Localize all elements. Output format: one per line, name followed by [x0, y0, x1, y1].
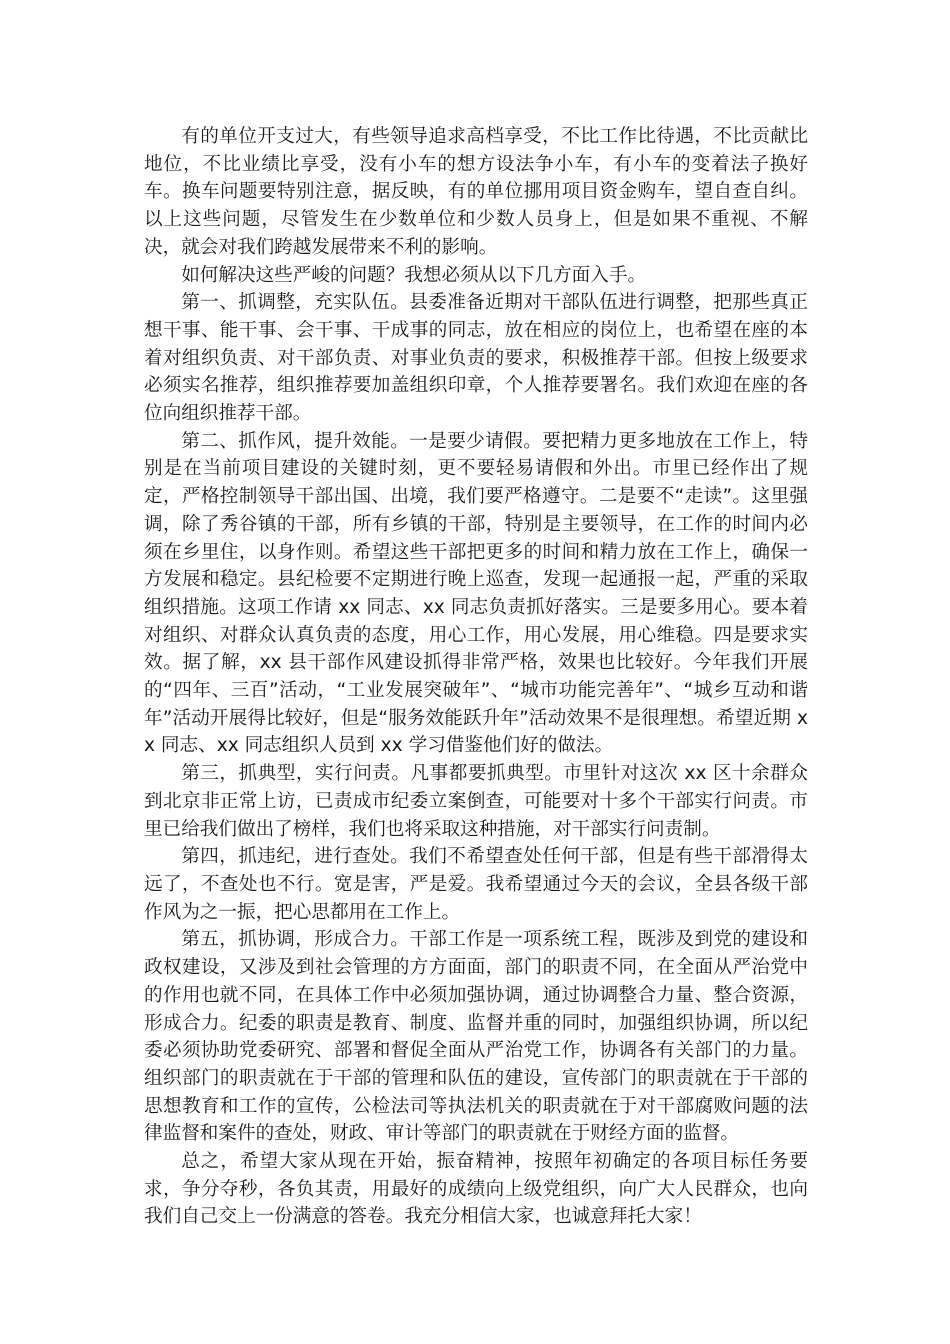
paragraph-question: 如何解决这些严峻的问题？我想必须从以下几方面入手。	[181, 264, 647, 286]
document-page	[144, 123, 808, 1231]
paragraph-fourth-discipline: 第四，抓违纪，进行查处。我们不希望查处任何干部，但是有些干部滑得太远了，不查处也不行。宽是害，严是爱。我希望通过今天的会议，全县各级干部作风为之一振，把心思都用在工作上。	[144, 846, 808, 923]
paragraph-spending: 有的单位开支过大，有些领导追求高档享受，不比工作比待遇，不比贡献比地位，不比业绩比享受，没有小车的想方设法争小车，有小车的变着法子换好车。换车问题要特别注意，据反映，有的单位挪用项目资金购车，望自查自纠。以上这些问题，尽管发生在少数单位和少数人员身上，但是如果不重视、不解决，就会对我们跨越发展带来不利的影响。	[144, 126, 808, 258]
paragraph-fifth-coordination: 第五，抓协调，形成合力。干部工作是一项系统工程，既涉及到党的建设和政权建设，又涉及到社会管理的方方面面，部门的职责不同，在全面从严治党中的作用也就不同，在具体工作中必须加强协调，通过协调整合力量、整合资源，形成合力。纪委的职责是教育、制度、监督并重的同时，加强组织协调，所以纪委必须协助党委研究、部署和督促全面从严治党工作，协调各有关部门的力量。组织部门的职责就在于干部的管理和队伍的建设，宣传部门的职责就在于干部的思想教育和工作的宣传，公检法司等执法机关的职责就在于对干部腐败问题的法律监督和案件的查处，财政、审计等部门的职责就在于财经方面的监督。	[144, 929, 808, 1145]
paragraph-first-adjustment: 第一、抓调整，充实队伍。县委准备近期对干部队伍进行调整，把那些真正想干事、能干事、会干事、干成事的同志，放在相应的岗位上，也希望在座的本着对组织负责、对干部负责、对事业负责的要求，积极推荐干部。但按上级要求必须实名推荐，组织推荐要加盖组织印章，个人推荐要署名。我们欢迎在座的各位向组织推荐干部。	[144, 292, 808, 425]
paragraph-third-accountability: 第三，抓典型，实行问责。凡事都要抓典型。市里针对这次 xx 区十余群众到北京非正常上访，已责成市纪委立案倒查，可能要对十多个干部实行问责。市里已给我们做出了榜样，我们也将采取这种措施，对干部实行问责制。	[144, 763, 808, 840]
paragraph-second-work-style: 第二、抓作风，提升效能。一是要少请假。要把精力更多地放在工作上，特别是在当前项目建设的关键时刻，更不要轻易请假和外出。市里已经作出了规定，严格控制领导干部出国、出境，我们要严格遵守。二是要不“走读”。这里强调，除了秀谷镇的干部，所有乡镇的干部，特别是主要领导，在工作的时间内必须在乡里住，以身作则。希望这些干部把更多的时间和精力放在工作上，确保一方发展和稳定。县纪检要不定期进行晚上巡查，发现一起通报一起，严重的采取组织措施。这项工作请 xx 同志、xx 同志负责抓好落实。三是要多用心。要本着对组织、对群众认真负责的态度，用心工作，用心发展，用心维稳。四是要求实效。据了解，xx 县干部作风建设抓得非常严格，效果也比较好。今年我们开展的“四年、三百”活动，“工业发展突破年”、“城市功能完善年”、“城乡互动和谐年”活动开展得比较好，但是“服务效能跃升年”活动效果不是很理想。希望近期 xx 同志、xx 同志组织人员到 xx 学习借鉴他们好的做法。	[144, 430, 808, 757]
paragraph-conclusion: 总之，希望大家从现在开始，振奋精神，按照年初确定的各项目标任务要求，争分夺秒，各负其责，用最好的成绩向上级党组织，向广大人民群众，也向我们自己交上一份满意的答卷。我充分相信大家，也诚意拜托大家！	[144, 1151, 808, 1228]
